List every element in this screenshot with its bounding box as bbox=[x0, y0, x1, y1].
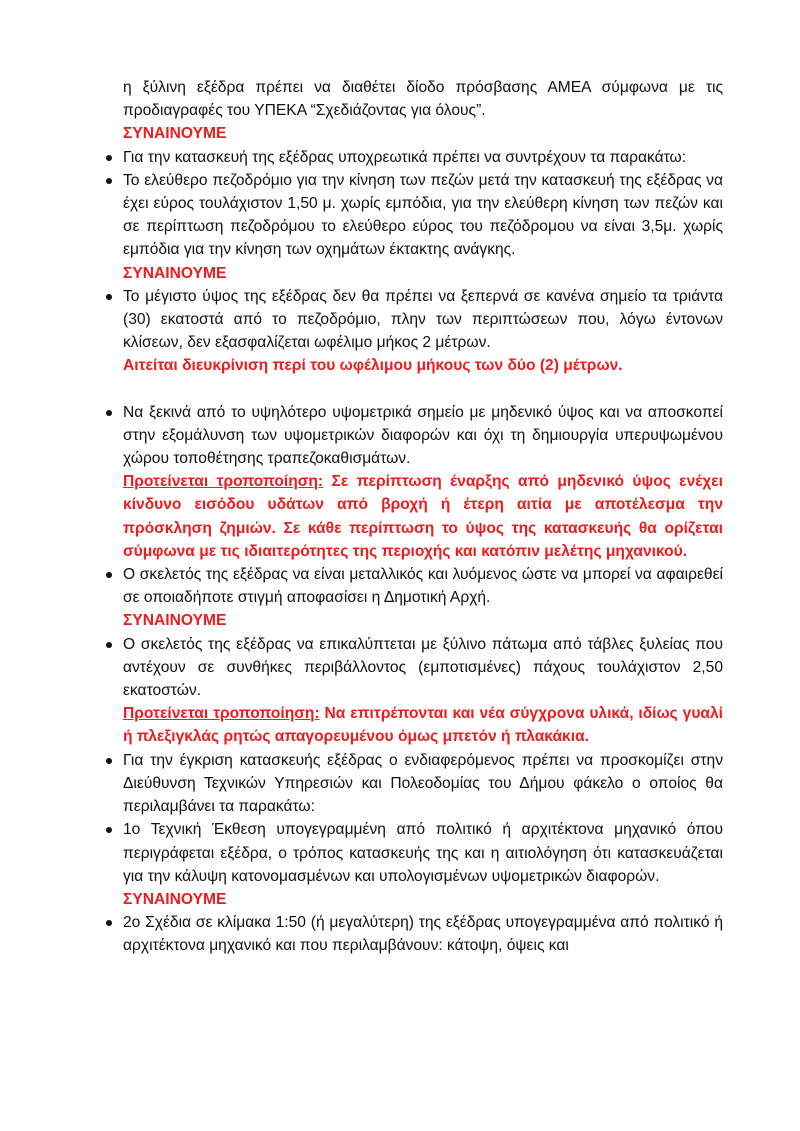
clarification-request: Αιτείται διευκρίνιση περί του ωφέλιμου μήκους των δύο (2) μέτρων. bbox=[123, 357, 623, 375]
bullet-item-zero-height-start: Να ξεκινά από το υψηλότερο υψομετρικά σημείο με μηδενικό ύψος και να αποσκοπεί στην εξομάλυνση των υψομετρικών διαφορών και όχι τη δημιουργία υπερυψωμένου χώρου τοποθέτησης τραπεζοκαθισμάτων. bbox=[123, 401, 723, 471]
agreement-response: ΣΥΝΑΙΝΟΥΜΕ bbox=[123, 125, 227, 143]
modification-proposal bbox=[123, 470, 723, 563]
bullet-item-approval-folder: Για την έγκριση κατασκευής εξέδρας ο ενδιαφερόμενος πρέπει να προσκομίζει στην Διεύθυνση Τεχνικών Υπηρεσιών και Πολεοδομίας του Δήμου φάκελο ο οποίος θα περιλαμβάνει τα παρακάτω: bbox=[123, 749, 723, 819]
bullet-item-requirements: Για την κατασκευή της εξέδρας υποχρεωτικά πρέπει να συντρέχουν τα παρακάτω: bbox=[123, 146, 723, 169]
intro-paragraph: η ξύλινη εξέδρα πρέπει να διαθέτει δίοδο πρόσβασης ΑΜΕΑ σύμφωνα με τις προδιαγραφές του ΥΠΕΚΑ “Σχεδιάζοντας για όλους”. bbox=[123, 79, 723, 120]
document-body bbox=[123, 76, 723, 958]
agreement-response: ΣΥΝΑΙΝΟΥΜΕ bbox=[123, 264, 227, 282]
bullet-item-sidewalk-width: Το ελεύθερο πεζοδρόμιο για την κίνηση των πεζών μετά την κατασκευή της εξέδρας να έχει εύρος τουλάχιστον 1,50 μ. χωρίς εμπόδια, για την ελεύθερη κίνηση των πεζών και σε περίπτωση πεζοδρόμου το ελεύθερο εύρος του πεζόδρομου να είναι 3,5μ. χωρίς εμπόδια για την κίνηση των οχημάτων έκτακτης ανάγκης. bbox=[123, 169, 723, 262]
proposal-text: Να επιτρέπονται και νέα σύγχρονα υλικά, ιδίως γυαλί ή πλεξιγκλάς ρητώς απαγορευμένου όμως μπετόν ή πλακάκια. bbox=[123, 705, 723, 746]
bullet-item-wooden-floor: Ο σκελετός της εξέδρας να επικαλύπτεται με ξύλινο πάτωμα από τάβλες ξυλείας που αντέχουν σε συνθήκες περιβάλλοντος (εμποτισμένες) πάχους τουλάχιστον 2,50 εκατοστών. bbox=[123, 633, 723, 703]
bullet-item-drawings: 2ο Σχέδια σε κλίμακα 1:50 (ή μεγαλύτερη) της εξέδρας υπογεγραμμένα από πολιτικό ή αρχιτέκτονα μηχανικό και που περιλαμβάνουν: κάτοψη, όψεις και bbox=[123, 911, 723, 957]
agreement-response: ΣΥΝΑΙΝΟΥΜΕ bbox=[123, 890, 227, 908]
agreement-response: ΣΥΝΑΙΝΟΥΜΕ bbox=[123, 612, 227, 630]
proposal-label: Προτείνεται τροποποίηση: bbox=[123, 705, 320, 723]
bullet-item-technical-report: 1ο Τεχνική Έκθεση υπογεγραμμένη από πολιτικό ή αρχιτέκτονα μηχανικό όπου περιγράφεται εξέδρα, ο τρόπος κατασκευής της και η αιτιολόγηση ότι κατασκευάζεται για την κάλυψη κατονομασμένων και υπολογισμένων υψομετρικών διαφορών. bbox=[123, 818, 723, 888]
bullet-item-max-height: Το μέγιστο ύψος της εξέδρας δεν θα πρέπει να ξεπερνά σε κανένα σημείο τα τριάντα (30) εκατοστά από το πεζοδρόμιο, πλην των περιπτώσεων που, λόγω έντονων κλίσεων, δεν εξασφαλίζεται ωφέλιμο μήκος 2 μέτρων. bbox=[123, 285, 723, 355]
bullet-item-metal-frame: Ο σκελετός της εξέδρας να είναι μεταλλικός και λυόμενος ώστε να μπορεί να αφαιρεθεί σε οποιαδήποτε στιγμή αποφασίσει η Δημοτική Αρχή. bbox=[123, 563, 723, 609]
modification-proposal bbox=[123, 702, 723, 748]
spacer bbox=[123, 378, 723, 401]
proposal-label: Προτείνεται τροποποίηση: bbox=[123, 473, 324, 491]
proposal-text: Σε περίπτωση έναρξης από μηδενικό ύψος ενέχει κίνδυνο εισόδου υδάτων από βροχή ή έτερη αιτία με αποτέλεσμα την πρόσκληση ζημιών. Σε κάθε περίπτωση το ύψος της κατασκευής θα ορίζεται σύμφωνα με τις ιδιαιτερότητες της περιοχής και κατόπιν μελέτης μηχανικού. bbox=[123, 473, 724, 560]
